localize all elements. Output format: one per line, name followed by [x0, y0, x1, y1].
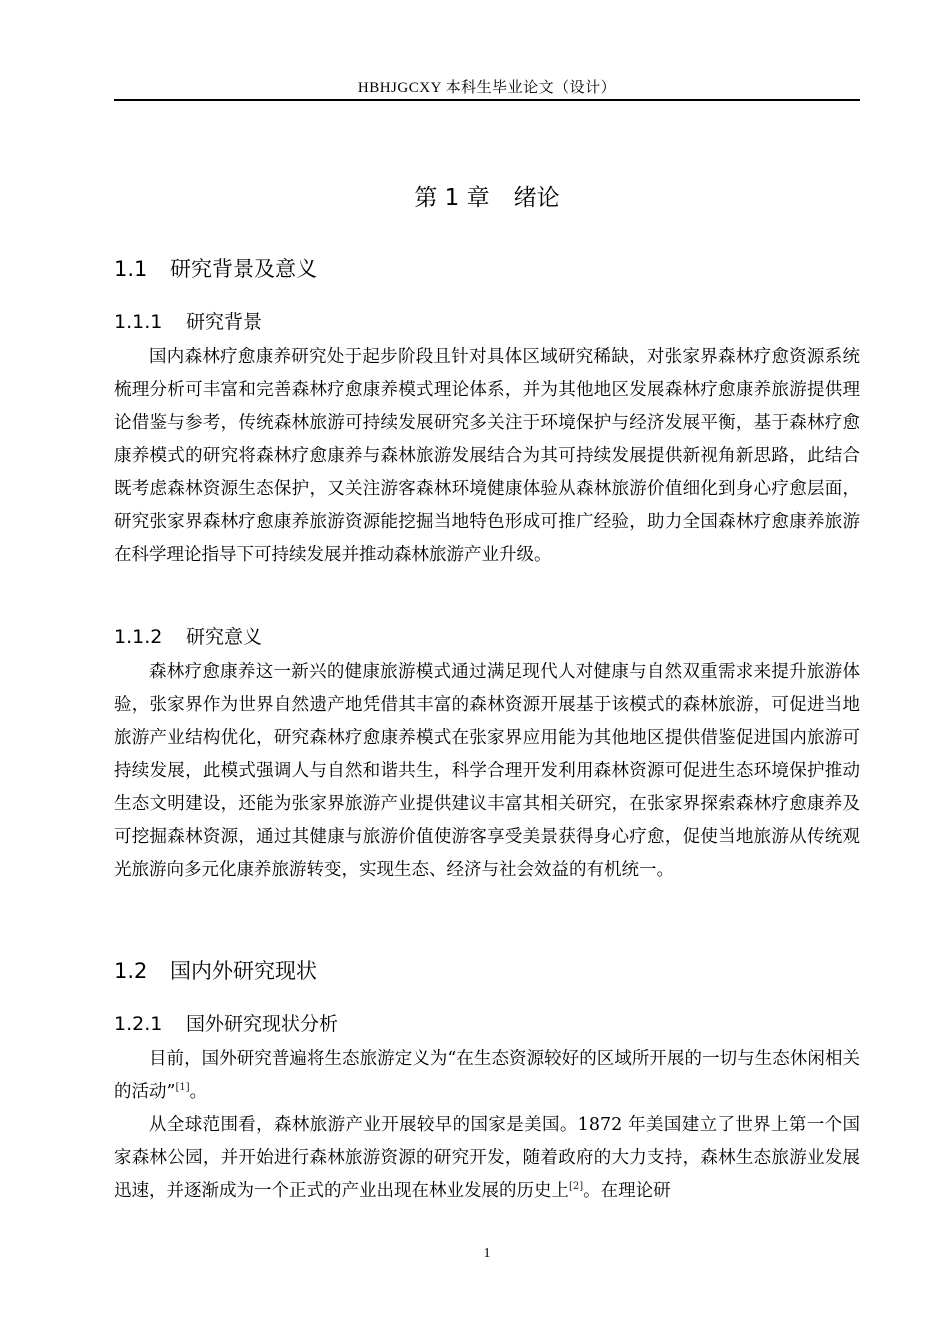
subsection-heading-1-2-1	[114, 1009, 338, 1036]
header-rule	[114, 99, 860, 101]
section-title: 国内外研究现状	[170, 959, 317, 983]
section-heading-1-1	[114, 253, 317, 283]
chapter-name: 绪论	[513, 185, 560, 211]
subsection-heading-1-1-1	[114, 307, 262, 334]
subsection-heading-1-1-2	[114, 622, 262, 649]
paragraph-us-forest-tourism	[114, 1109, 860, 1208]
subsection-title: 研究意义	[186, 626, 263, 648]
section-heading-1-2	[114, 955, 317, 985]
page-number: 1	[483, 1246, 491, 1261]
section-title: 研究背景及意义	[170, 257, 317, 281]
subsection-title: 国外研究现状分析	[186, 1013, 339, 1035]
chapter-number: 第 1 章	[414, 185, 490, 211]
section-number: 1.1	[114, 257, 148, 281]
paragraph-text-end: 。在理论研	[583, 1181, 671, 1201]
paragraph-foreign-definition	[114, 1043, 860, 1109]
paragraph-research-background: 国内森林疗愈康养研究处于起步阶段且针对具体区域研究稀缺，对张家界森林疗愈资源系统梳理分析可丰富和完善森林疗愈康养模式理论体系，并为其他地区发展森林疗愈康养旅游提供理论借鉴与参考，传统森林旅游可持续发展研究多关注于环境保护与经济发展平衡，基于森林疗愈康养模式的研究将森林疗愈康养与森林旅游发展结合为其可持续发展提供新视角新思路，此结合既考虑森林资源生态保护，又关注游客森林环境健康体验从森林旅游价值细化到身心疗愈层面，研究张家界森林疗愈康养旅游资源能挖掘当地特色形成可推广经验，助力全国森林疗愈康养旅游在科学理论指导下可持续发展并推动森林旅游产业升级。	[114, 347, 860, 565]
paragraph-research-significance: 森林疗愈康养这一新兴的健康旅游模式通过满足现代人对健康与自然双重需求来提升旅游体验，张家界作为世界自然遗产地凭借其丰富的森林资源开展基于该模式的森林旅游，可促进当地旅游产业结构优化，研究森林疗愈康养模式在张家界应用能为其他地区提供借鉴促进国内旅游可持续发展，此模式强调人与自然和谐共生，科学合理开发利用森林资源可促进生态环境保护推动生态文明建设，还能为张家界旅游产业提供建议丰富其相关研究，在张家界探索森林疗愈康养及可挖掘森林资源，通过其健康与旅游价值使游客享受美景获得身心疗愈，促使当地旅游从传统观光旅游向多元化康养旅游转变，实现生态、经济与社会效益的有机统一。	[114, 662, 860, 880]
paragraph-text: 目前，国外研究普遍将生态旅游定义为“在生态资源较好的区域所开展的一切与生态休闲相关的活动”	[114, 1049, 860, 1102]
citation-2[interactable]: [2]	[569, 1181, 584, 1192]
chapter-title	[114, 179, 860, 212]
paragraph-text-end: 。	[189, 1082, 208, 1102]
subsection-title: 研究背景	[186, 311, 263, 333]
citation-1[interactable]: [1]	[175, 1082, 190, 1093]
paragraph-text: 从全球范围看，森林旅游产业开展较早的国家是美国。1872 年美国建立了世界上第一个国家森林公园，并开始进行森林旅游资源的研究开发，随着政府的大力支持，森林生态旅游业发展迅速，并逐渐成为一个正式的产业出现在林业发展的历史上	[114, 1115, 860, 1201]
subsection-number: 1.2.1	[114, 1013, 163, 1035]
subsection-number: 1.1.2	[114, 626, 163, 648]
running-header: HBHJGCXY 本科生毕业论文（设计）	[357, 80, 617, 96]
section-number: 1.2	[114, 959, 148, 983]
subsection-number: 1.1.1	[114, 311, 163, 333]
